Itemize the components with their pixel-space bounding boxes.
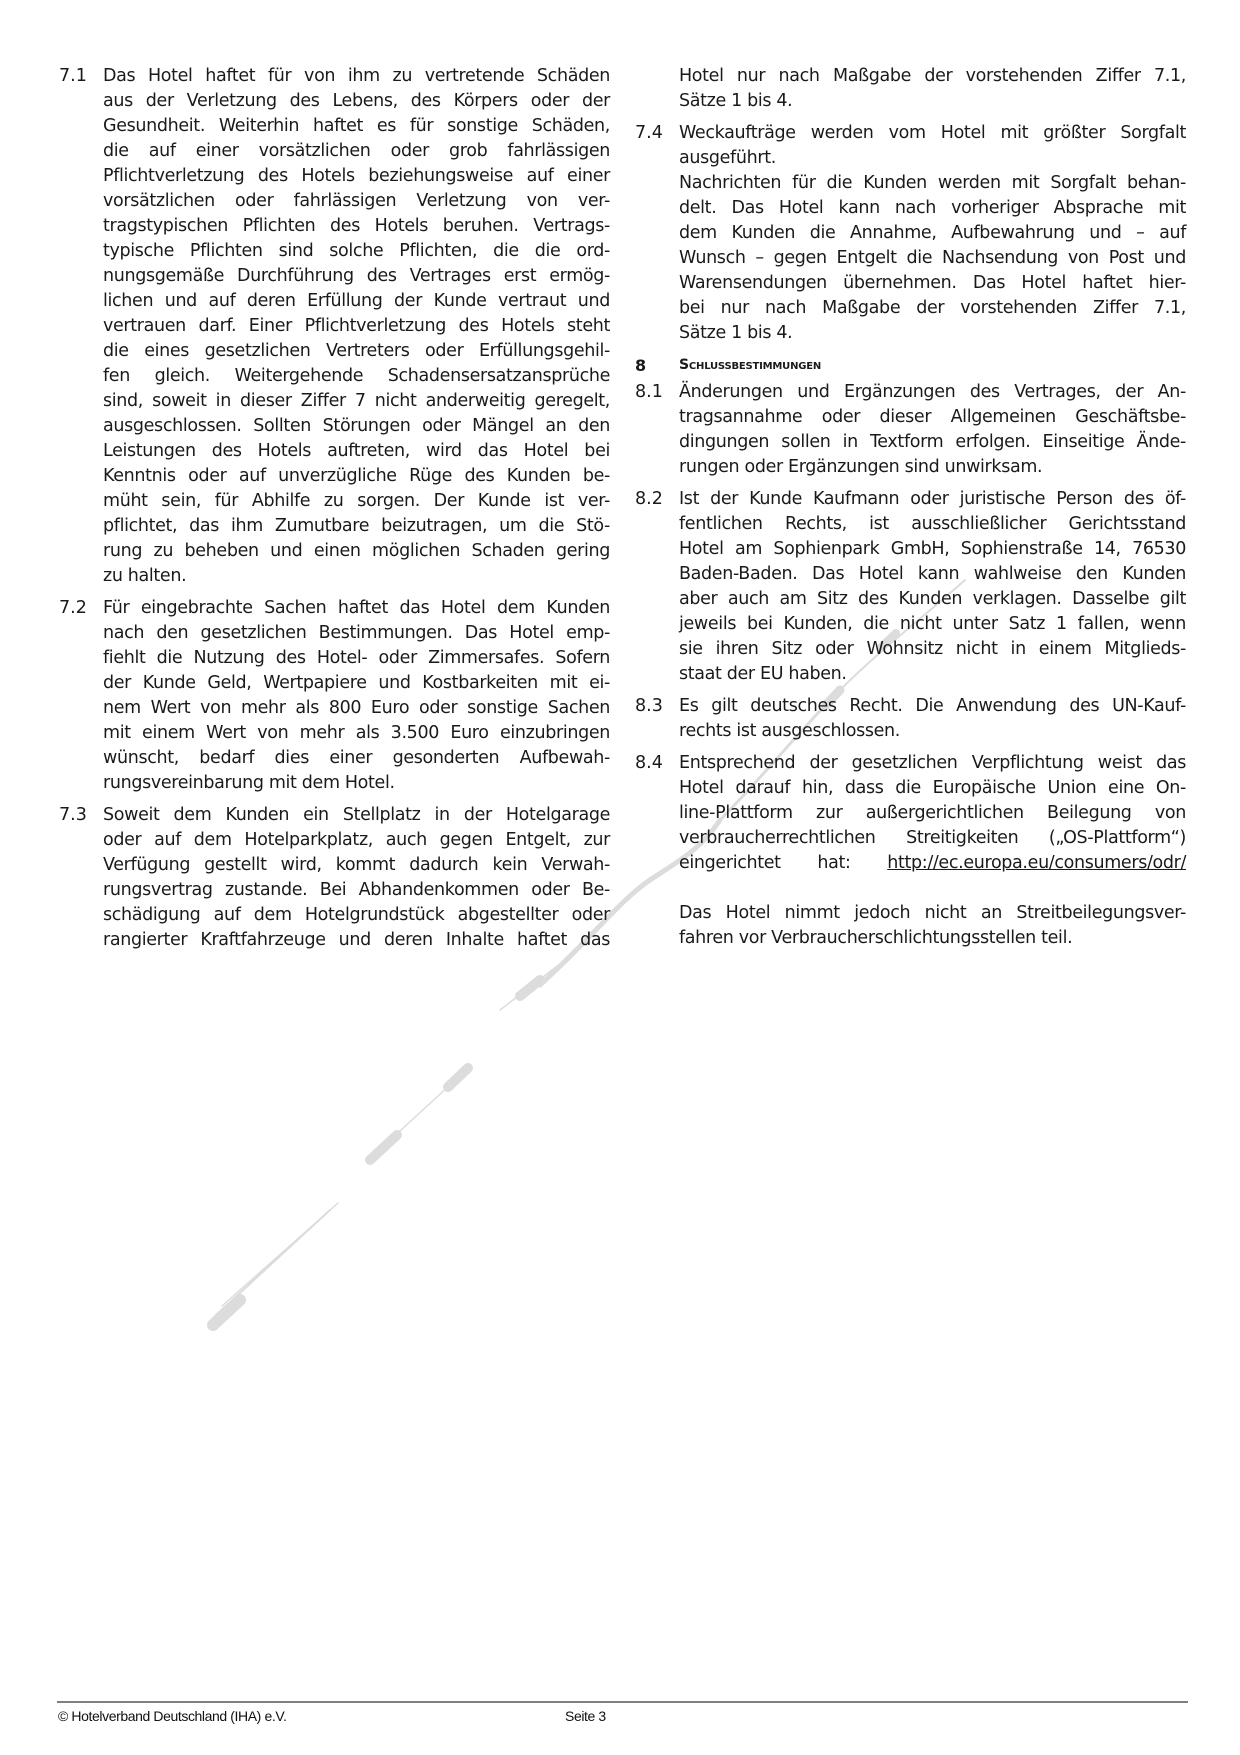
- text-line: staat der EU haben.: [679, 664, 847, 684]
- clause-7-3-continued: [633, 64, 1186, 114]
- clause-body: [103, 64, 610, 589]
- text-line: Verfügung gestellt wird, kommt dadurch kein Verwah-: [103, 855, 610, 875]
- text-line: Das Hotel nimmt jedoch nicht an Streitbeilegungsver-: [679, 903, 1186, 923]
- text-line: nungsgemäße Durchführung des Vertrages erst ermög-: [103, 266, 610, 286]
- text-line: delt. Das Hotel kann nach vorheriger Absprache mit: [679, 198, 1186, 218]
- clause-body: [679, 380, 1186, 480]
- text-line: sie ihren Sitz oder Wohnsitz nicht in einem Mitglieds-: [679, 639, 1186, 659]
- clause-8-2: [633, 487, 1186, 687]
- text-line: Für eingebrachte Sachen haftet das Hotel dem Kunden: [103, 598, 610, 618]
- text-line: Hotel nur nach Maßgabe der vorstehenden Ziffer 7.1,: [679, 66, 1186, 86]
- clause-7-4: [633, 121, 1186, 346]
- text-line: rechts ist ausgeschlossen.: [679, 721, 900, 741]
- clause-number: 8.2: [635, 489, 663, 509]
- text-line: vorsätzlichen oder fahrlässigen Verletzung von ver-: [103, 191, 610, 211]
- text-line: die eines gesetzlichen Vertreters oder Erfüllungsgehil-: [103, 341, 610, 361]
- clause-number: 7.4: [635, 123, 663, 143]
- clause-number: 8.4: [635, 753, 663, 773]
- section-number: 8: [635, 356, 647, 375]
- right-column: [633, 64, 1186, 958]
- text-line: [679, 851, 1186, 876]
- text-line: rungsvereinbarung mit dem Hotel.: [103, 773, 395, 793]
- text-line: Warensendungen übernehmen. Das Hotel haftet hier-: [679, 273, 1186, 293]
- blank-line: [679, 876, 1186, 901]
- clause-number: 8.3: [635, 696, 663, 716]
- text-line: Kenntnis oder auf unverzügliche Rüge des Kunden be-: [103, 466, 610, 486]
- text-line: Baden-Baden. Das Hotel kann wahlweise den Kunden: [679, 564, 1186, 584]
- text-line: Entsprechend der gesetzlichen Verpflichtung weist das: [679, 753, 1186, 773]
- footer-copyright: © Hotelverband Deutschland (IHA) e.V.: [58, 1708, 287, 1724]
- text-line: zu halten.: [103, 566, 187, 586]
- text-line: rung zu beheben und einen möglichen Schaden gering: [103, 541, 610, 561]
- text-line: jeweils bei Kunden, die nicht unter Satz 1 fallen, wenn: [679, 614, 1186, 634]
- text-line: Hotel darauf hin, dass die Europäische Union eine On-: [679, 778, 1186, 798]
- text-line: ausgeführt.: [679, 148, 776, 168]
- text-line: Nachrichten für die Kunden werden mit Sorgfalt behan-: [679, 173, 1186, 193]
- text-line: lichen und auf deren Erfüllung der Kunde vertraut und: [103, 291, 610, 311]
- text-line: Hotel am Sophienpark GmbH, Sophienstraße 14, 76530: [679, 539, 1186, 559]
- left-column: [57, 64, 610, 960]
- clause-body: [679, 121, 1186, 346]
- clause-body: [679, 751, 1186, 951]
- text-line: nach den gesetzlichen Bestimmungen. Das Hotel emp-: [103, 623, 610, 643]
- clause-number: 7.3: [59, 805, 87, 825]
- text-line: vertrauen darf. Einer Pflichtverletzung des Hotels steht: [103, 316, 610, 336]
- text-line: tragstypischen Pflichten des Hotels beruhen. Vertrags-: [103, 216, 610, 236]
- clause-body: [103, 803, 610, 953]
- text-line: Es gilt deutsches Recht. Die Anwendung des UN-Kauf-: [679, 696, 1186, 716]
- text-line: dingungen sollen in Textform erfolgen. Einseitige Ände-: [679, 432, 1186, 452]
- text-line: ausgeschlossen. Sollten Störungen oder Mängel an den: [103, 416, 610, 436]
- clause-7-3: [57, 803, 610, 953]
- text-line: aus der Verletzung des Lebens, des Körpers oder der: [103, 91, 610, 111]
- text-line: rungsvertrag zustande. Bei Abhandenkommen oder Be-: [103, 880, 610, 900]
- os-platform-link[interactable]: http://ec.europa.eu/consumers/odr/: [887, 853, 1187, 873]
- text-line: nem Wert von mehr als 800 Euro oder sonstige Sachen: [103, 698, 610, 718]
- text-line: dem Kunden die Annahme, Aufbewahrung und – auf: [679, 223, 1186, 243]
- section-title: Schlussbestimmungen: [679, 357, 822, 373]
- text-line: sind, soweit in dieser Ziffer 7 nicht anderweitig geregelt,: [103, 391, 610, 411]
- text-line: schädigung auf dem Hotelgrundstück abgestellter oder: [103, 905, 610, 925]
- text-line: wünscht, bedarf dies einer gesonderten Aufbewah-: [103, 748, 610, 768]
- text-line: Wunsch – gegen Entgelt die Nachsendung von Post und: [679, 248, 1186, 268]
- footer-page-number: Seite 3: [565, 1708, 606, 1724]
- text-line: aber auch am Sitz des Kunden verklagen. Dasselbe gilt: [679, 589, 1186, 609]
- link-prefix: eingerichtet hat:: [679, 853, 851, 873]
- text-line: mit einem Wert von mehr als 3.500 Euro einzubringen: [103, 723, 610, 743]
- text-line: Pflichtverletzung des Hotels beziehungsweise auf einer: [103, 166, 610, 186]
- text-line: Sätze 1 bis 4.: [679, 91, 793, 111]
- text-line: oder auf dem Hotelparkplatz, auch gegen Entgelt, zur: [103, 830, 610, 850]
- clause-7-1: [57, 64, 610, 589]
- text-line: line-Plattform zur außergerichtlichen Beilegung von: [679, 803, 1186, 823]
- text-line: der Kunde Geld, Wertpapiere und Kostbarkeiten mit ei-: [103, 673, 610, 693]
- text-line: tragsannahme oder dieser Allgemeinen Geschäftsbe-: [679, 407, 1186, 427]
- text-line: typische Pflichten sind solche Pflichten, die die ord-: [103, 241, 610, 261]
- text-line: Das Hotel haftet für von ihm zu vertretende Schäden: [103, 66, 610, 86]
- clause-8-3: [633, 694, 1186, 744]
- clause-number: 8.1: [635, 382, 663, 402]
- clause-number: 7.1: [59, 66, 87, 86]
- text-line: Soweit dem Kunden ein Stellplatz in der Hotelgarage: [103, 805, 610, 825]
- text-line: Änderungen und Ergänzungen des Vertrages, der An-: [679, 382, 1186, 402]
- text-line: fen gleich. Weitergehende Schadensersatzansprüche: [103, 366, 610, 386]
- clause-body: [679, 64, 1186, 114]
- text-line: fiehlt die Nutzung des Hotel- oder Zimmersafes. Sofern: [103, 648, 610, 668]
- clause-body: [103, 596, 610, 796]
- clause-number: 7.2: [59, 598, 87, 618]
- text-line: die auf einer vorsätzlichen oder grob fahrlässigen: [103, 141, 610, 161]
- footer-divider: [57, 1701, 1188, 1703]
- text-line: Sätze 1 bis 4.: [679, 323, 793, 343]
- clause-8-4: [633, 751, 1186, 951]
- clause-body: [679, 694, 1186, 744]
- text-line: Weckaufträge werden vom Hotel mit größter Sorgfalt: [679, 123, 1186, 143]
- text-line: Leistungen des Hotels auftreten, wird das Hotel bei: [103, 441, 610, 461]
- text-line: bei nur nach Maßgabe der vorstehenden Ziffer 7.1,: [679, 298, 1186, 318]
- text-line: Gesundheit. Weiterhin haftet es für sonstige Schäden,: [103, 116, 610, 136]
- clause-body: [679, 487, 1186, 687]
- text-line: fentlichen Rechts, ist ausschließlicher Gerichtsstand: [679, 514, 1186, 534]
- text-line: verbraucherrechtlichen Streitigkeiten („OS-Plattform“): [679, 828, 1186, 848]
- text-line: rangierter Kraftfahrzeuge und deren Inhalte haftet das: [103, 930, 610, 950]
- section-heading-8: [633, 353, 1186, 378]
- text-line: müht sein, für Abhilfe zu sorgen. Der Kunde ist ver-: [103, 491, 610, 511]
- text-line: fahren vor Verbraucherschlichtungsstellen teil.: [679, 928, 1073, 948]
- text-line: pflichtet, das ihm Zumutbare beizutragen, um die Stö-: [103, 516, 610, 536]
- text-line: rungen oder Ergänzungen sind unwirksam.: [679, 457, 1043, 477]
- clause-8-1: [633, 380, 1186, 480]
- text-line: Ist der Kunde Kaufmann oder juristische Person des öf-: [679, 489, 1186, 509]
- clause-7-2: [57, 596, 610, 796]
